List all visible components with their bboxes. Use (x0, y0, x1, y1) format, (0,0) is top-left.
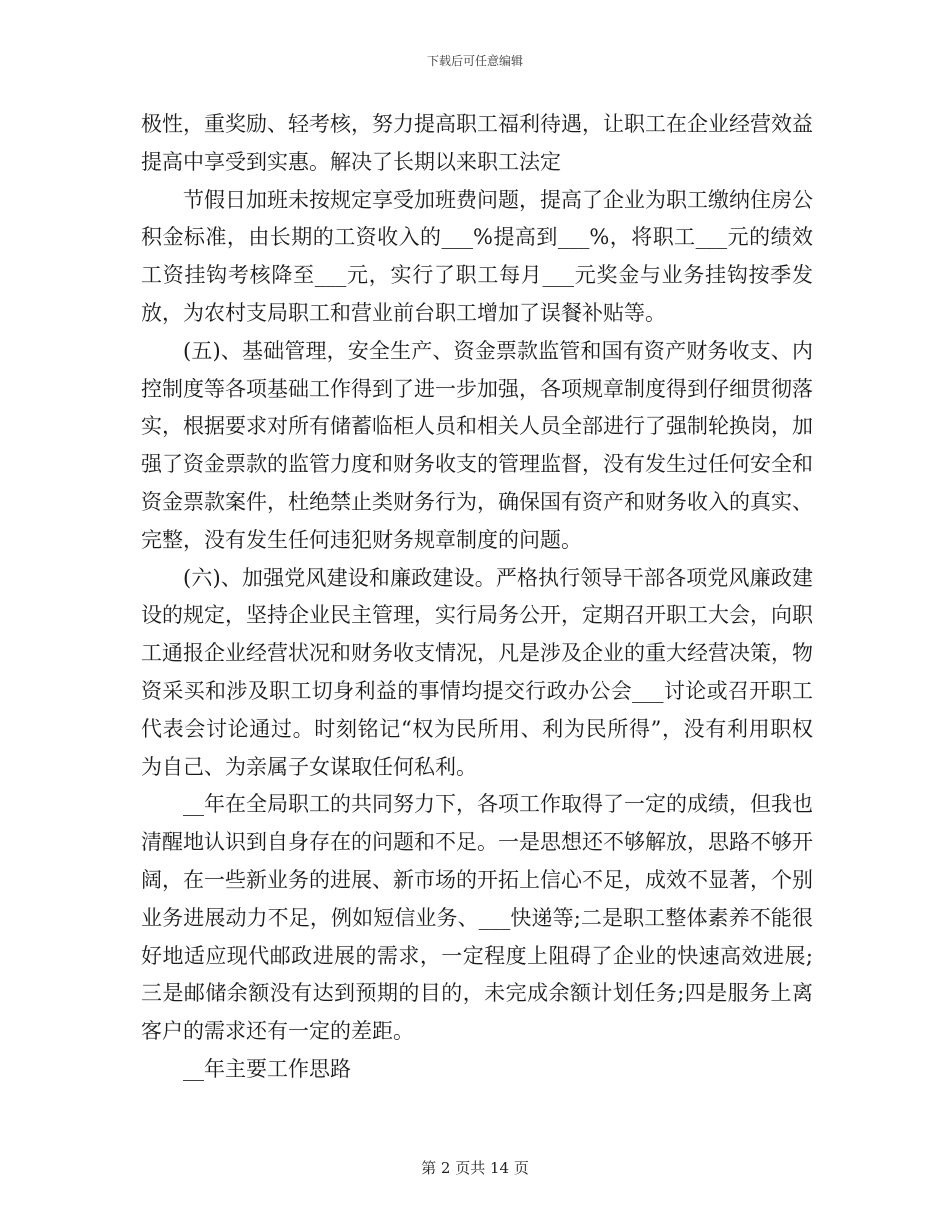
paragraph-continuation: 极性，重奖励、轻考核，努力提高职工福利待遇，让职工在企业经营效益提高中享受到实惠。解决了长期以来职工法定 (141, 112, 813, 174)
paragraph-work-plan-heading: __年主要工作思路 (183, 1056, 351, 1081)
paragraph-shortcomings: __年在全局职工的共同努力下，各项工作取得了一定的成绩，但我也清醒地认识到自身存在的问题和不足。一是思想还不够解放，思路不够开阔，在一些新业务的进展、新市场的开拓上信心不足，成效不显著，个别业务进展动力不足，例如短信业务、___快递等;二是职工整体素养不能很好地适应现代邮政进展的需求，一定程度上阻碍了企业的快速高效进展;三是邮储余额没有达到预期的目的，未完成余额计划任务;四是服务上离客户的需求还有一定的差距。 (141, 792, 813, 1044)
document-body (141, 106, 813, 1089)
page-header: 下载后可任意编辑 (426, 54, 523, 68)
paragraph-basic-management: (五)、基础管理，安全生产、资金票款监管和国有资产财务收支、内控制度等各项基础工作得到了进一步加强，各项规章制度得到仔细贯彻落实，根据要求对所有储蓄临柜人员和相关人员全部进行了强制轮换岗，加强了资金票款的监管力度和财务收支的管理监督，没有发生过任何安全和资金票款案件，杜绝禁止类财务行为，确保国有资产和财务收入的真实、完整，没有发生任何违犯财务规章制度的问题。 (141, 338, 813, 552)
page-number-footer: 第 2 页共 14 页 (421, 1159, 529, 1177)
paragraph-party-conduct: (六)、加强党风建设和廉政建设。严格执行领导干部各项党风廉政建设的规定，坚持企业民主管理，实行局务公开，定期召开职工大会，向职工通报企业经营状况和财务收支情况，凡是涉及企业的重大经营决策，物资采买和涉及职工切身利益的事情均提交行政办公会___讨论或召开职工代表会讨论通过。时刻铭记“权为民所用、利为民所得”，没有利用职权为自己、为亲属子女谋取任何私利。 (141, 565, 813, 779)
paragraph-overtime-pay: 节假日加班未按规定享受加班费问题，提高了企业为职工缴纳住房公积金标准，由长期的工资收入的___%提高到___%，将职工___元的绩效工资挂钩考核降至___元，实行了职工每月___元奖金与业务挂钩按季发放，为农村支局职工和营业前台职工增加了误餐补贴等。 (141, 187, 813, 325)
